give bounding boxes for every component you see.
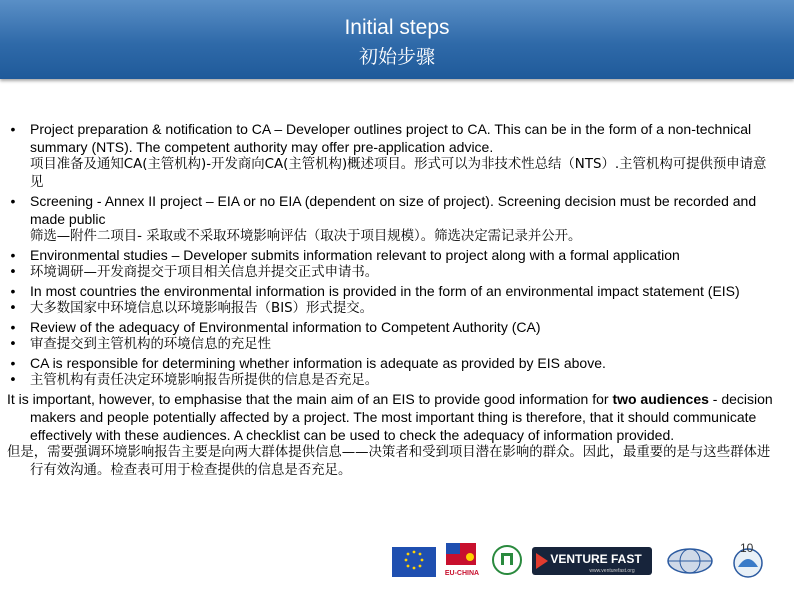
bullet-text: 审查提交到主管机构的环境信息的充足性: [30, 337, 272, 352]
emphasis-two-audiences: two audiences: [612, 391, 709, 407]
macao-logo: [490, 541, 524, 581]
bullet-marker: •: [9, 301, 17, 316]
bullet-marker: •: [9, 373, 17, 388]
bullet-item: [7, 120, 777, 156]
bullet-item: [7, 264, 777, 282]
bullet-item: [7, 336, 777, 354]
bullet-item: [7, 318, 777, 336]
globe-logo: [662, 541, 718, 581]
bullet-text: 主管机构有责任决定环境影响报告所提供的信息是否充足。: [30, 373, 379, 388]
bullet-marker: •: [10, 355, 16, 371]
bullet-text: CA is responsible for determining whether information is adequate as provided by EIS above.: [30, 355, 606, 371]
bullet-text: Screening - Annex II project – EIA or no EIA (dependent on size of project). Screening decision must be recorded and made public: [30, 193, 757, 227]
svg-text:EU-CHINA: EU-CHINA: [444, 570, 480, 577]
bullet-list: [7, 120, 777, 390]
bullet-text: Project preparation & notification to CA – Developer outlines project to CA. This can be in the form of a non-technical summary (NTS). The competent authority may offer pre-application advice.: [30, 121, 752, 155]
bullet-text: 大多数国家中环境信息以环境影响报告（BIS）形式提交。: [30, 301, 374, 316]
bullet-item: [7, 246, 777, 264]
slide-body: [7, 120, 777, 480]
slide-header: [0, 0, 794, 79]
closing-paragraph-zh: 但是，需要强调环境影响报告主要是向两大群体提供信息——决策者和受到项目潜在影响的群众。因此，最重要的是与这些群体进行有效沟通。检查表可用于检查提供的信息是否充足。: [7, 445, 771, 478]
svg-text:VENTURE FAST: VENTURE FAST: [550, 552, 642, 566]
bullet-item: [7, 192, 777, 228]
bullet-item: [7, 228, 777, 246]
eu-flag-logo: [390, 541, 438, 581]
slide-title-chinese: 初始步骤: [358, 46, 435, 68]
bullet-item: [7, 354, 777, 372]
footer-logos: [390, 541, 772, 585]
page-number: 10: [740, 541, 754, 555]
bullet-text: 项目准备及通知CA(主管机构)-开发商向CA(主管机构)概述项目。形式可以为非技术性总结（NTS）.主管机构可提供预申请意见: [30, 157, 767, 190]
closing-paragraph-en: It is important, however, to emphasise that the main aim of an EIS to provide good information for two audiences - decision makers and people potentially affected by a project. The most important thing is therefore, that it should communicate effectively with these audiences. A checklist can be used to check the adequacy of information provided.: [7, 391, 773, 443]
bullet-text: 环境调研—开发商提交于项目相关信息并提交正式申请书。: [30, 265, 379, 280]
bullet-text: Environmental studies – Developer submits information relevant to project along with a formal application: [30, 247, 680, 263]
svg-text:www.venturefast.org: www.venturefast.org: [589, 568, 635, 574]
bullet-marker: •: [10, 283, 16, 299]
bullet-item: [7, 300, 777, 318]
bullet-marker: •: [10, 193, 16, 209]
bullet-item: [7, 156, 777, 192]
eu-china-logo: [442, 541, 484, 581]
bullet-marker: •: [9, 265, 17, 280]
bullet-marker: •: [10, 121, 16, 137]
bullet-text: In most countries the environmental information is provided in the form of an environmental impact statement (EIS): [30, 283, 740, 299]
slide-title: Initial steps: [344, 16, 450, 39]
bullet-item: [7, 282, 777, 300]
bullet-text: 筛选—附件二项目- 采取或不采取环境影响评估（取决于项目规模）。筛选决定需记录并公开。: [30, 229, 582, 244]
bullet-item: [7, 372, 777, 390]
venture-fast-logo: [530, 541, 654, 581]
bullet-marker: •: [9, 337, 17, 352]
bullet-marker: •: [10, 247, 16, 263]
bullet-text: Review of the adequacy of Environmental information to Competent Authority (CA): [30, 319, 541, 335]
bullet-marker: •: [10, 319, 16, 335]
